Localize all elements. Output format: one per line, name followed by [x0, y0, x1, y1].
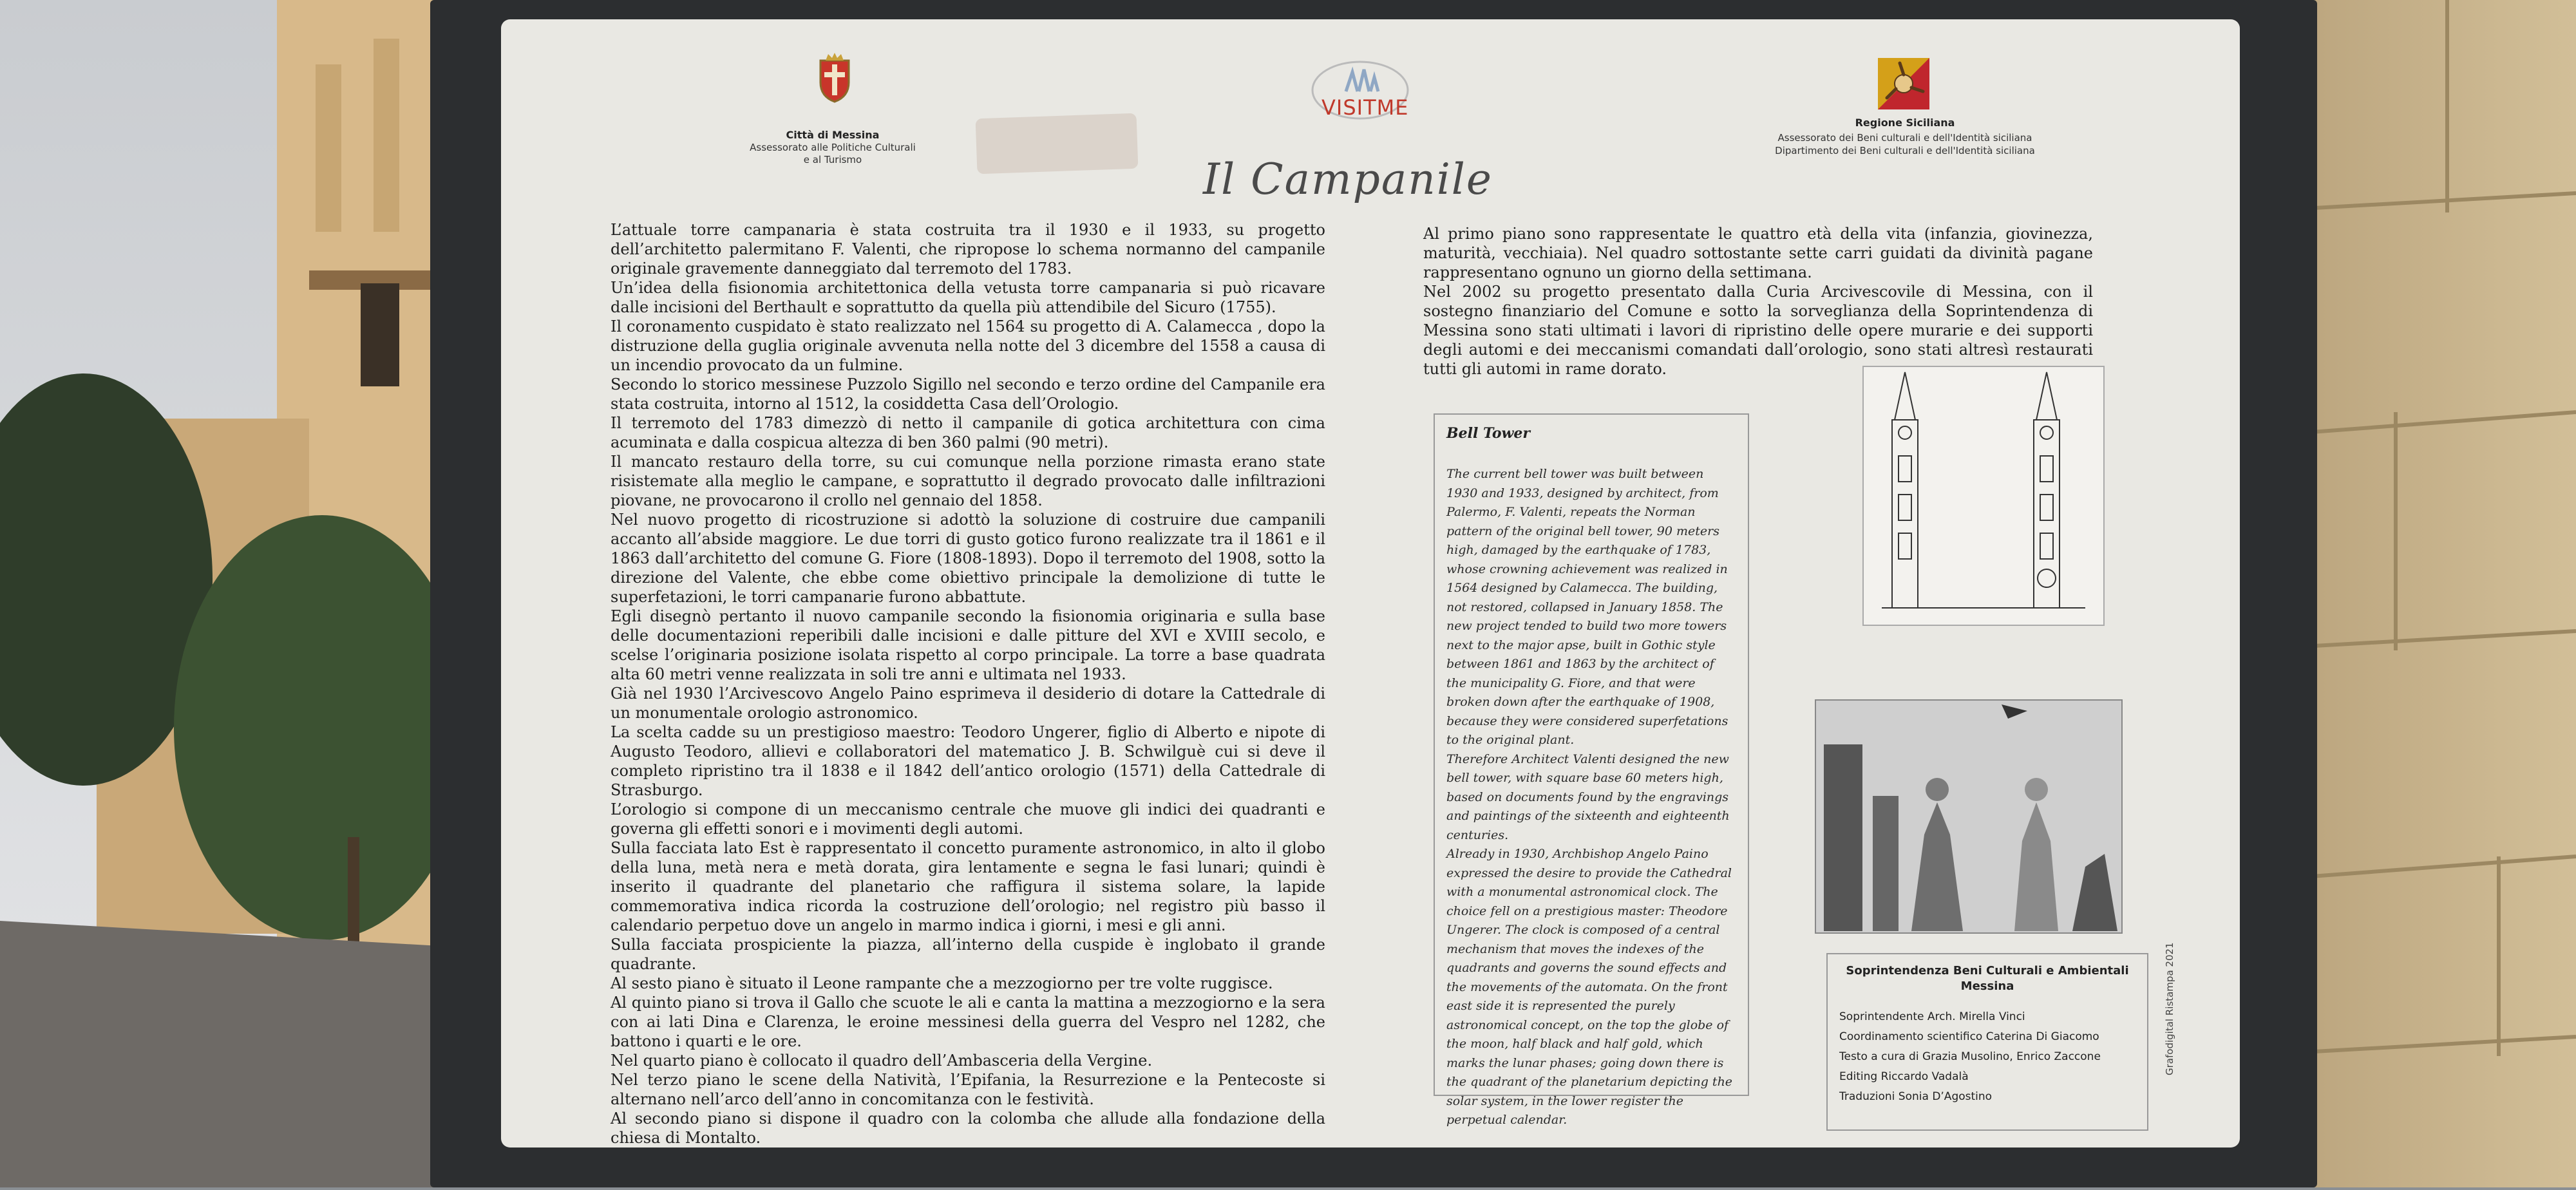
italian-text-right: [1423, 224, 2093, 379]
region-department-line-1: Assessorato dei Beni culturali e dell'Identità siciliana: [1777, 132, 2032, 144]
english-paragraph: Already in 1930, Archbishop Angelo Paino expressed the desire to provide the Cathedral with a monumental astronomical clock. The choice fell on a prestigious master: Theodore Ungerer. The clock is composed of a central mechanism that moves the indexes of the quadrants and governs the sound effects and the movements of the automata. On the front east side it is represented the purely astronomical concept, on the top the globe of the moon, half black and half gold, which marks the lunar phases; going down there is the quadrant of the planetarium depicting the solar system, in the lower register the perpetual calendar.: [1446, 847, 1733, 1127]
paragraph: Sulla facciata lato Est è rappresentato il concetto puramente astronomico, in alto il globo della luna, metà nera e metà dorata, gira lentamente e segna le fasi lunari; quindi è inserito il quadrante del planetario che raffigura il sistema solare, la lapide commemorativa indica ricorda la costruzione dell’orologio; nel registro più basso il calendario perpetuo dove un angelo in marmo indica i giorni, i mesi e gli anni.: [611, 839, 1325, 934]
credit-line: Testo a cura di Grazia Musolino, Enrico Zaccone: [1839, 1050, 2101, 1063]
bell-tower-drawing: [1862, 366, 2105, 626]
english-paragraph: Therefore Architect Valenti designed the new bell tower, with square base 60 meters high, based on documents found by the engravings and paintings of the sixteenth and eighteenth centuries.: [1446, 751, 1730, 842]
region-name: Regione Siciliana: [1855, 117, 1955, 129]
printer-credit: Grafodigital Ristampa 2021: [2164, 942, 2175, 1075]
paragraph: Egli disegnò pertanto il nuovo campanile secondo la fisionomia originaria e sulla base delle documentazioni reperibili dalle incisioni e dalle pitture del XVI e XVIII secolo, e scelse l’originaria posizione isolata rispetto al corpo principale. La torre a base quadrata alta 60 metri venne realizzata in soli tre anni e ultimata nel 1933.: [611, 607, 1325, 683]
trinacria-emblem-icon: [1877, 57, 1931, 111]
paragraph: La scelta cadde su un prestigioso maestro: Teodoro Ungerer, figlio di Alberto e nipote di Augusto Teodoro, allievi e collaboratori del matematico J. B. Schwilguè cui si deve il completo ripristino tra il 1838 e il 1842 dell’antico orologio (1571) della Cattedrale di Strasburgo.: [611, 723, 1325, 799]
paragraph: Nel quarto piano è collocato il quadro dell’Ambasceria della Vergine.: [611, 1052, 1153, 1070]
paragraph: Al primo piano sono rappresentate le quattro età della vita (infanzia, giovinezza, maturità, vecchiaia). Nel quadro sottostante sette carri guidati da divinità pagane rappresentano ognuno un giorno della settimana.: [1423, 225, 2093, 281]
credit-line: Editing Riccardo Vadalà: [1839, 1070, 1969, 1083]
paragraph: L’orologio si compone di un meccanismo centrale che muove gli indici dei quadranti e governa gli effetti sonori e i movimenti degli automi.: [611, 800, 1325, 838]
messina-crest-icon: [815, 52, 854, 103]
tree-right: [174, 515, 470, 940]
paragraph: Il coronamento cuspidato è stato realizzato nel 1564 su progetto di A. Calamecca , dopo la distruzione della guglia originale avvenuta nella notte del 3 dicembre del 1558 a causa di un incendio provocato da un fulmine.: [611, 317, 1325, 374]
visitme-logo-text: VISITME: [1321, 95, 1409, 120]
information-plaque: [501, 19, 2240, 1148]
credits-box: [1826, 953, 2148, 1131]
paragraph: Nel 2002 su progetto presentato dalla Curia Arcivescovile di Messina, con il sostegno finanziario del Comune e sotto la sorveglianza della Soprintendenza di Messina sono stati ultimati i lavori di ripristino delle opere murarie e dei supporti degli automi e dei meccanismi comandati dall’orologio, sono stati altresì restaurati tutti gli automi in rame dorato.: [1423, 283, 2093, 378]
city-department-line-2: e al Turismo: [803, 154, 862, 165]
credit-line: Traduzioni Sonia D’Agostino: [1839, 1090, 1993, 1103]
paragraph: Sulla facciata prospiciente la piazza, all’interno della cuspide è inglobato il grande quadrante.: [611, 936, 1325, 973]
english-paragraph: The current bell tower was built between 1930 and 1933, designed by architect, from Palermo, F. Valenti, repeats the Norman pattern of the original bell tower, 90 meters high, damaged by the earthquake of 1783, whose crowning achievement was realized in 1564 designed by Calamecca. The building, not restored, collapsed in January 1858. The new project tended to build two more towers next to the major apse, built in Gothic style between 1861 and 1863 by the architect of the municipality G. Fiore, and that were broken down after the earthquake of 1908, because they were considered superfetations to the original plant.: [1446, 467, 1728, 747]
paragraph: Un’idea della fisionomia architettonica della vetusta torre campanaria si può ricavare dalle incisioni del Berthault e soprattutto da quella più attendibile del Sicuro (1755).: [611, 279, 1325, 316]
region-department-line-2: Dipartimento dei Beni culturali e dell'Identità siciliana: [1775, 145, 2035, 156]
credits-heading: Soprintendenza Beni Culturali e Ambientali: [1846, 964, 2129, 978]
paragraph: Nel nuovo progetto di ricostruzione si adottò la soluzione di costruire due campanili accanto all’abside maggiore. Le due torri di gusto gotico furono realizzate tra il 1861 e il 1863 dall’architetto del comune G. Fiore (1808-1893). Dopo il terremoto del 1908, sotto la direzione del Valente, che ebbe come obiettivo principale la demolizione di tutte le superfetazioni, le torri campanarie furono abbattute.: [611, 511, 1325, 606]
city-department-line-1: Assessorato alle Politiche Culturali: [750, 142, 916, 153]
paragraph: Secondo lo storico messinese Puzzolo Sigillo nel secondo e terzo ordine del Campanile era stata costruita, intorno al 1512, la cosiddetta Casa dell’Orologio.: [611, 375, 1325, 413]
credits-heading-city: Messina: [1960, 979, 2014, 993]
paragraph: Al sesto piano è situato il Leone rampante che a mezzogiorno per tre volte ruggisce.: [611, 974, 1273, 992]
english-text-box: [1434, 413, 1749, 1127]
paragraph: Il mancato restauro della torre, su cui comunque nella porzione rimasta erano state risistemate alla meglio le campane, e soprattutto il degrado provocato dalle infiltrazioni piovane, ne provocarono il crollo nel gennaio del 1858.: [611, 453, 1325, 509]
plaque-title: Il Campanile: [1203, 155, 1493, 204]
paragraph: Nel terzo piano le scene della Natività, l’Epifania, la Resurrezione e la Pentecoste si alternano nell’arco dell’anno in concomitanza con le festività.: [611, 1071, 1325, 1108]
credit-line: Coordinamento scientifico Caterina Di Giacomo: [1839, 1030, 2099, 1043]
worn-patch: [976, 113, 1139, 175]
pavement: [0, 921, 451, 1187]
paragraph: Al quinto piano si trova il Gallo che scuote le ali e canta la mattina a mezzogiorno e la sera con ai lati Dina e Clarenza, le eroine messinesi della guerra del Vespro nel 1282, che battono i quarti e le ore.: [611, 994, 1325, 1050]
paragraph: Il terremoto del 1783 dimezzò di netto il campanile di gotica architettura con cima acuminata e dalla cospicua altezza di ben 360 palmi (90 metri).: [611, 414, 1325, 451]
english-title: Bell Tower: [1446, 425, 1531, 442]
paragraph: Già nel 1930 l’Arcivescovo Angelo Paino esprimeva il desiderio di dotare la Cattedrale di un monumentale orologio astronomico.: [611, 685, 1325, 722]
credit-line: Soprintendente Arch. Mirella Vinci: [1839, 1010, 2025, 1023]
paragraph: L’attuale torre campanaria è stata costruita tra il 1930 e il 1933, su progetto dell’architetto palermitano F. Valenti, che ripropose lo schema normanno del campanile originale gravemente danneggiato dal terremoto del 1783.: [611, 221, 1325, 278]
italian-text-left: [611, 220, 1325, 1148]
paragraph: Al secondo piano si dispone il quadro con la colomba che allude alla fondazione della chiesa di Montalto.: [611, 1110, 1325, 1147]
city-name: Città di Messina: [786, 129, 880, 141]
automata-photo: [1815, 699, 2123, 934]
